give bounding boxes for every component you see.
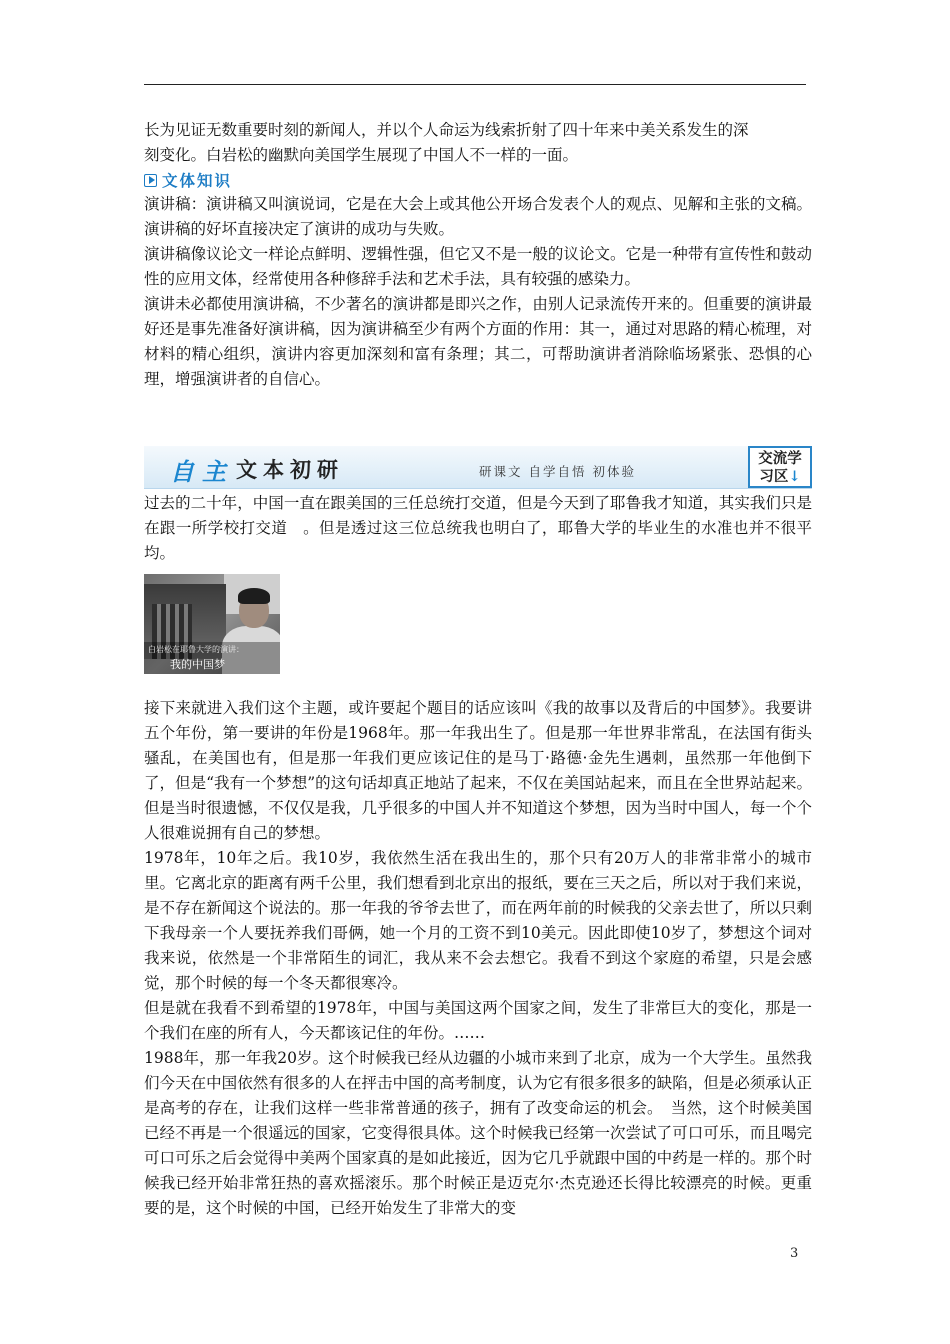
section-heading-genre-knowledge: [144, 168, 812, 192]
header-rule: [144, 84, 806, 85]
speech-paragraph-3: 但是就在我看不到希望的1978年，中国与美国这两个国家之间，发生了非常巨大的变化，那是一个我们在座的所有人，今天都该记住的年份。……: [144, 999, 812, 1042]
banner-title: 文本初研: [236, 457, 344, 482]
top-paragraph-line-1: 长为见证无数重要时刻的新闻人，并以个人命运为线索折射了四十年来中美关系发生的深: [144, 121, 749, 139]
page-number: 3: [790, 1246, 799, 1261]
box-line-1: 交流学: [758, 450, 802, 467]
photo-caption-small: 白岩松在耶鲁大学的演讲：: [148, 645, 244, 654]
intro-paragraph: 过去的二十年，中国一直在跟美国的三任总统打交道，但是今天到了耶鲁我才知道，其实我们只是在跟一所学校打交道 。但是透过这三位总统我也明白了，耶鲁大学的毕业生的水准也并不很平均。: [144, 494, 812, 562]
banner-subtitle: 研课文 自学自悟 初体验: [479, 464, 636, 479]
banner-char-1: 自: [170, 457, 194, 486]
exchange-area-box: [748, 446, 812, 488]
photo-caption-title: 我的中国梦: [170, 658, 225, 671]
section-banner: [144, 446, 812, 489]
top-paragraph-line-2: 刻变化。白岩松的幽默向美国学生展现了中国人不一样的一面。: [144, 146, 579, 164]
section-title: 文体知识: [162, 172, 233, 190]
knowledge-paragraph-1: 演讲稿：演讲稿又叫演说词，它是在大会上或其他公开场合发表个人的观点、见解和主张的文稿。演讲稿的好坏直接决定了演讲的成功与失败。: [144, 195, 812, 238]
speech-paragraph-1: 接下来就进入我们这个主题，或许要起个题目的话应该叫《我的故事以及背后的中国梦》。我要讲五个年份，第一要讲的年份是1968年。那一年我出生了。但是那一年世界非常乱，在法国有街头骚乱，在美国也有，但是那一年我们更应该记住的是马丁·路德·金先生遇刺，虽然那一年他倒下了，但是“我有一个梦想”的这句话却真正地站了起来，不仅在美国站起来，而且在全世界站起来。但是当时很遗憾，不仅仅是我，几乎很多的中国人并不知道这个梦想，因为当时中国人，每一个个人很难说拥有自己的梦想。: [144, 699, 812, 842]
knowledge-paragraph-3: 演讲未必都使用演讲稿，不少著名的演讲都是即兴之作，由别人记录流传开来的。但重要的演讲最好还是事先准备好演讲稿，因为演讲稿至少有两个方面的作用：其一，通过对思路的精心梳理，对材料的精心组织，演讲内容更加深刻和富有条理；其二，可帮助演讲者消除临场紧张、恐惧的心理，增强演讲者的自信心。: [144, 295, 812, 388]
box-line-2: 习区: [759, 468, 789, 485]
banner-char-2: 主: [202, 457, 226, 486]
speech-paragraph-2: 1978年，10年之后。我10岁，我依然生活在我出生的，那个只有20万人的非常非常小的城市里。它离北京的距离有两千公里，我们想看到北京出的报纸，要在三天之后，所以对于我们来说，是不存在新闻这个说法的。那一年我的爷爷去世了，而在两年前的时候我的父亲去世了，所以只剩下我母亲一个人要抚养我们哥俩，她一个月的工资不到10美元。因此即使10岁了，梦想这个词对我来说，依然是一个非常陌生的词汇，我从来不会去想它。我看不到这个家庭的希望，只是会感觉，那个时候的每一个冬天都很寒冷。: [144, 849, 812, 992]
speech-paragraph-4: 1988年，那一年我20岁。这个时候我已经从边疆的小城市来到了北京，成为一个大学生。虽然我们今天在中国依然有很多的人在抨击中国的高考制度，认为它有很多很多的缺陷，但是必须承认正是高考的存在，让我们这样一些非常普通的孩子，拥有了改变命运的机会。 当然，这个时候美国已经不再是一个很遥远的国家，它变得很具体。这个时候我已经第一次尝试了可口可乐，而且喝完可口可乐之后会觉得中美两个国家真的是如此接近，因为它几乎就跟中国的中药是一样的。那个时候我已经开始非常狂热的喜欢摇滚乐。那个时候正是迈克尔·杰克逊还长得比较漂亮的时候。更重要的是，这个时候的中国，已经开始发生了非常大的变: [144, 1049, 812, 1217]
page-content: [144, 118, 812, 1221]
knowledge-paragraph-2: 演讲稿像议论文一样论点鲜明、逻辑性强，但它又不是一般的议论文。它是一种带有宣传性和鼓动性的应用文体，经常使用各种修辞手法和艺术手法，具有较强的感染力。: [144, 245, 812, 288]
play-icon: [144, 174, 157, 187]
speech-photo: [144, 574, 280, 674]
down-arrow-icon: ↓: [788, 468, 801, 485]
